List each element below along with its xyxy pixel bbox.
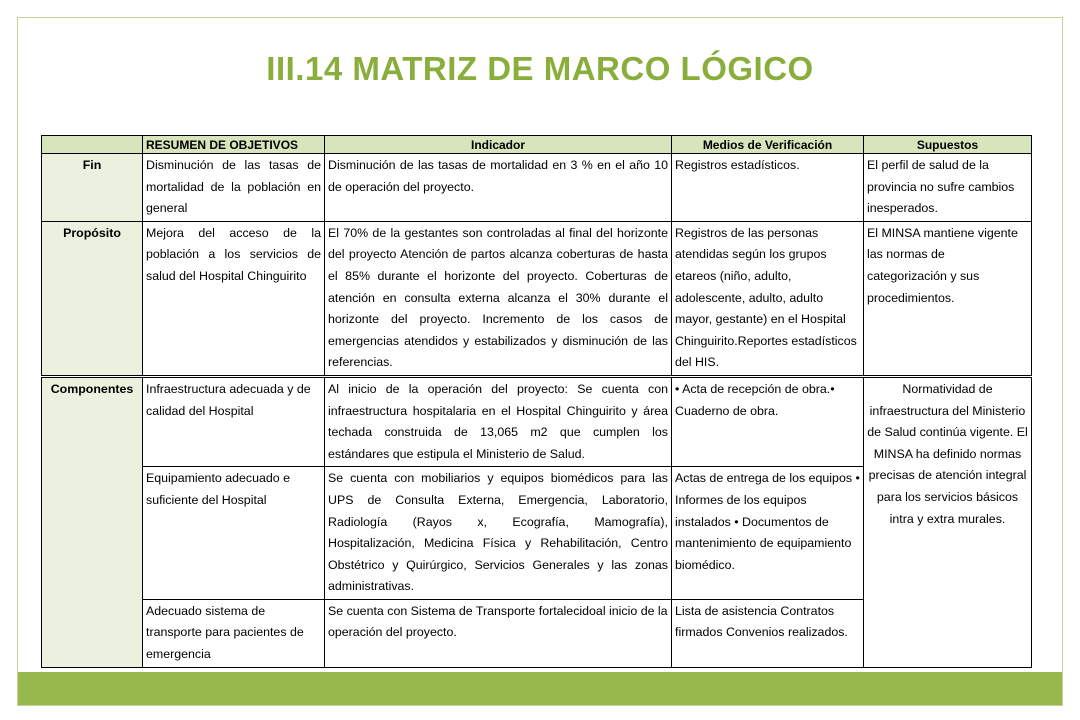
header-row bbox=[42, 136, 1032, 154]
row-label-componentes: Componentes bbox=[42, 376, 143, 667]
row-fin bbox=[42, 154, 1032, 222]
header-resumen: RESUMEN DE OBJETIVOS bbox=[143, 136, 325, 154]
componente-3-medios: Lista de asistencia Contratos firmados Convenios realizados. bbox=[672, 599, 864, 667]
row-componente-1 bbox=[42, 376, 1032, 466]
header-indicador: Indicador bbox=[325, 136, 672, 154]
proposito-resumen: Mejora del acceso de la población a los servicios de salud del Hospital Chinguirito bbox=[143, 221, 325, 376]
proposito-medios: Registros de las personas atendidas según los grupos etareos (niño, adulto, adolescente, adulto, adulto mayor, gestante) en el Hospital Chinguirito.Reportes estadísticos del HIS. bbox=[672, 221, 864, 376]
componente-2-medios: Actas de entrega de los equipos • Informes de los equipos instalados • Documentos de mantenimiento de equipamiento biomédico. bbox=[672, 467, 864, 600]
row-proposito bbox=[42, 221, 1032, 376]
fin-resumen: Disminución de las tasas de mortalidad de la población en general bbox=[143, 154, 325, 222]
componente-1-indicador: Al inicio de la operación del proyecto: Se cuenta con infraestructura hospitalaria en el Hospital Chinguirito y área techada construida de 13,065 m2 que cumplen los estándares que estipula el Ministerio de Salud. bbox=[325, 376, 672, 466]
componente-1-medios: • Acta de recepción de obra.• Cuaderno de obra. bbox=[672, 376, 864, 466]
componente-3-indicador: Se cuenta con Sistema de Transporte fortalecidoal inicio de la operación del proyecto. bbox=[325, 599, 672, 667]
componente-3-resumen: Adecuado sistema de transporte para pacientes de emergencia bbox=[143, 599, 325, 667]
componente-2-resumen: Equipamiento adecuado e suficiente del Hospital bbox=[143, 467, 325, 600]
fin-supuestos: El perfil de salud de la provincia no sufre cambios inesperados. bbox=[864, 154, 1032, 222]
proposito-indicador: El 70% de la gestantes son controladas al final del horizonte del proyecto Atención de partos alcanza coberturas de hasta el 85% durante el horizonte del proyecto. Coberturas de atención en consulta externa alcanza el 30% durante el horizonte del proyecto. Incremento de los casos de emergencias atendidos y estabilizados y disminución de las referencias. bbox=[325, 221, 672, 376]
page-title: III.14 MATRIZ DE MARCO LÓGICO bbox=[266, 50, 814, 87]
logical-framework-table bbox=[41, 135, 1032, 668]
row-label-fin: Fin bbox=[42, 154, 143, 222]
fin-indicador: Disminución de las tasas de mortalidad en 3 % en el año 10 de operación del proyecto. bbox=[325, 154, 672, 222]
proposito-supuestos: El MINSA mantiene vigente las normas de categorización y sus procedimientos. bbox=[864, 221, 1032, 376]
header-supuestos: Supuestos bbox=[864, 136, 1032, 154]
componente-2-indicador: Se cuenta con mobiliarios y equipos biomédicos para las UPS de Consulta Externa, Emergencia, Laboratorio, Radiología (Rayos x, Ecografía, Mamografía), Hospitalización, Medicina Física y Rehabilitación, Centro Obstétrico y Quirúrgico, Servicios Generales y las zonas administrativas. bbox=[325, 467, 672, 600]
footer-bar bbox=[18, 672, 1062, 705]
corner-cell bbox=[42, 136, 143, 154]
componentes-supuestos: Normatividad de infraestructura del Ministerio de Salud continúa vigente. El MINSA ha definido normas precisas de atención integral para los servicios básicos intra y extra murales. bbox=[864, 376, 1032, 667]
fin-medios: Registros estadísticos. bbox=[672, 154, 864, 222]
row-label-proposito: Propósito bbox=[42, 221, 143, 376]
header-medios: Medios de Verificación bbox=[672, 136, 864, 154]
componente-1-resumen: Infraestructura adecuada y de calidad del Hospital bbox=[143, 376, 325, 466]
